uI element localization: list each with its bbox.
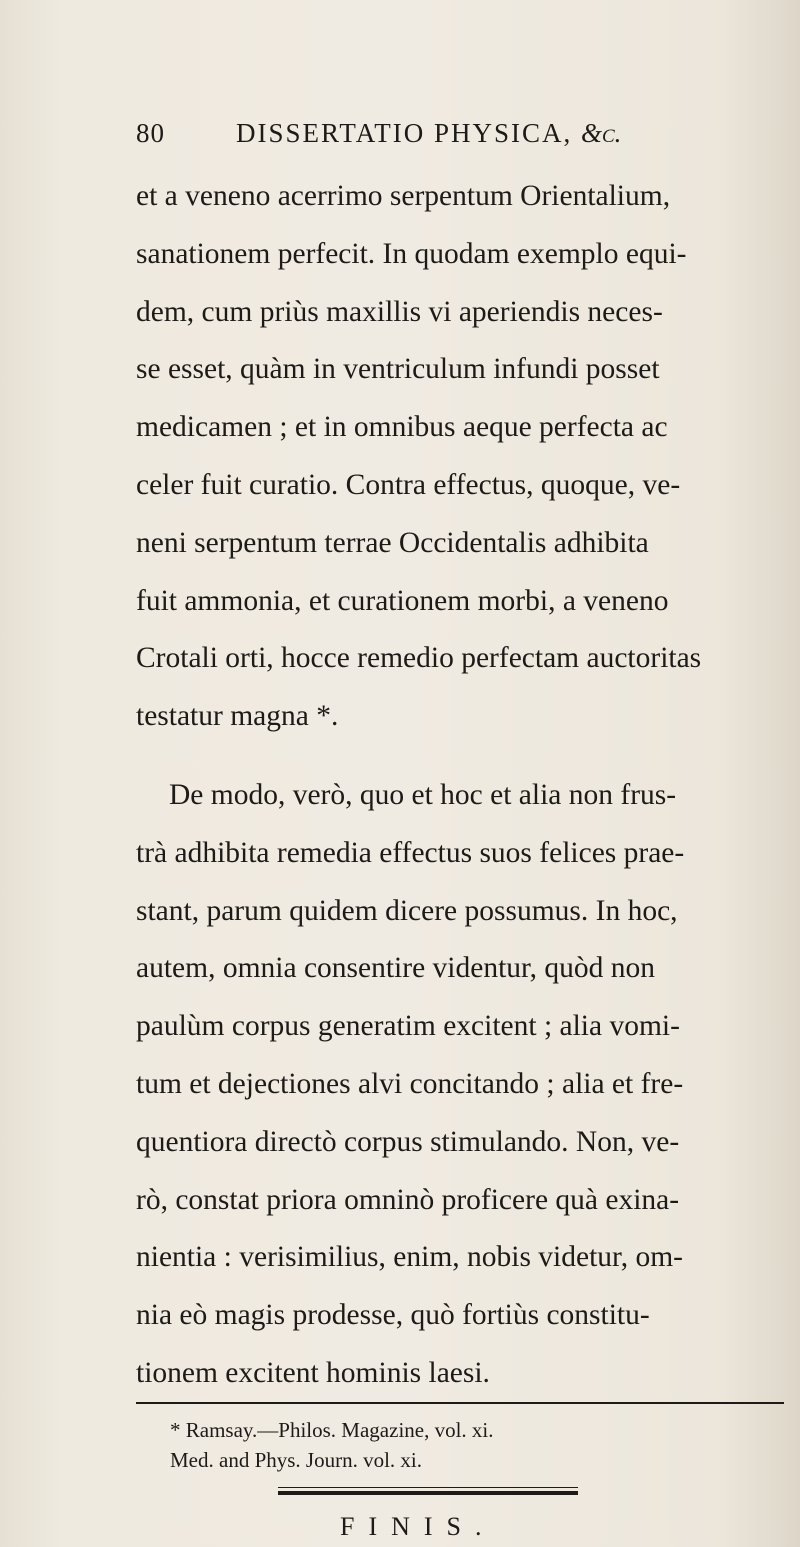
text-line: sanationem perfecit. In quodam exemplo equi-	[136, 237, 687, 270]
text-line: paulùm corpus generatim excitent ; alia vomi-	[136, 1010, 680, 1043]
text-line: dem, cum priùs maxillis vi aperiendis neces-	[136, 295, 663, 328]
running-title-text: DISSERTATIO PHYSICA,	[236, 118, 573, 148]
text-line: medicamen ; et in omnibus aeque perfecta ac	[136, 411, 668, 444]
body-text	[136, 168, 786, 1403]
running-title	[236, 118, 621, 149]
text-line: Crotali orti, hocce remedio perfectam auctoritas	[136, 642, 702, 675]
page-header	[136, 118, 676, 158]
finis-text: FINIS.	[340, 1512, 496, 1541]
paragraph-2-first-line: De modo, verò, quo et hoc et alia non frus-	[169, 778, 677, 811]
text-line: et a veneno acerrimo serpentum Orientalium,	[136, 180, 671, 212]
text-line: fuit ammonia, et curationem morbi, a veneno	[136, 584, 669, 617]
footnotes	[170, 1415, 770, 1475]
text-line: nientia : verisimilius, enim, nobis videtur, om-	[136, 1241, 683, 1274]
text-line: neni serpentum terrae Occidentalis adhibita	[136, 526, 649, 559]
text-line: tum et dejectiones alvi concitando ; alia et fre-	[136, 1067, 684, 1100]
running-title-suffix: &c.	[581, 118, 622, 148]
text-line: stant, parum quidem dicere possumus. In hoc,	[136, 894, 678, 927]
text-line: rò, constat priora omninò proficere quà exina-	[136, 1183, 680, 1216]
text-line: quentiora directò corpus stimulando. Non, ve-	[136, 1125, 680, 1158]
thin-rule	[278, 1487, 578, 1488]
finis-ornament-rule	[278, 1487, 578, 1495]
footnote-line: * Ramsay.—Philos. Magazine, vol. xi.	[170, 1418, 494, 1442]
text-line: testatur magna *.	[136, 700, 339, 733]
text-line: trà adhibita remedia effectus suos felices prae-	[136, 836, 685, 869]
page-number: 80	[136, 118, 165, 148]
text-line: celer fuit curatio. Contra effectus, quoque, ve-	[136, 468, 681, 501]
text-line: nia eò magis prodesse, quò fortiùs constitu-	[136, 1299, 650, 1332]
text-line: autem, omnia consentire videntur, quòd non	[136, 952, 656, 985]
thick-rule	[278, 1491, 578, 1495]
footnote-divider	[136, 1402, 784, 1404]
text-line: se esset, quàm in ventriculum infundi posset	[136, 353, 660, 386]
text-line: tionem excitent hominis laesi.	[136, 1356, 490, 1389]
footnote-line: Med. and Phys. Journ. vol. xi.	[170, 1448, 422, 1472]
